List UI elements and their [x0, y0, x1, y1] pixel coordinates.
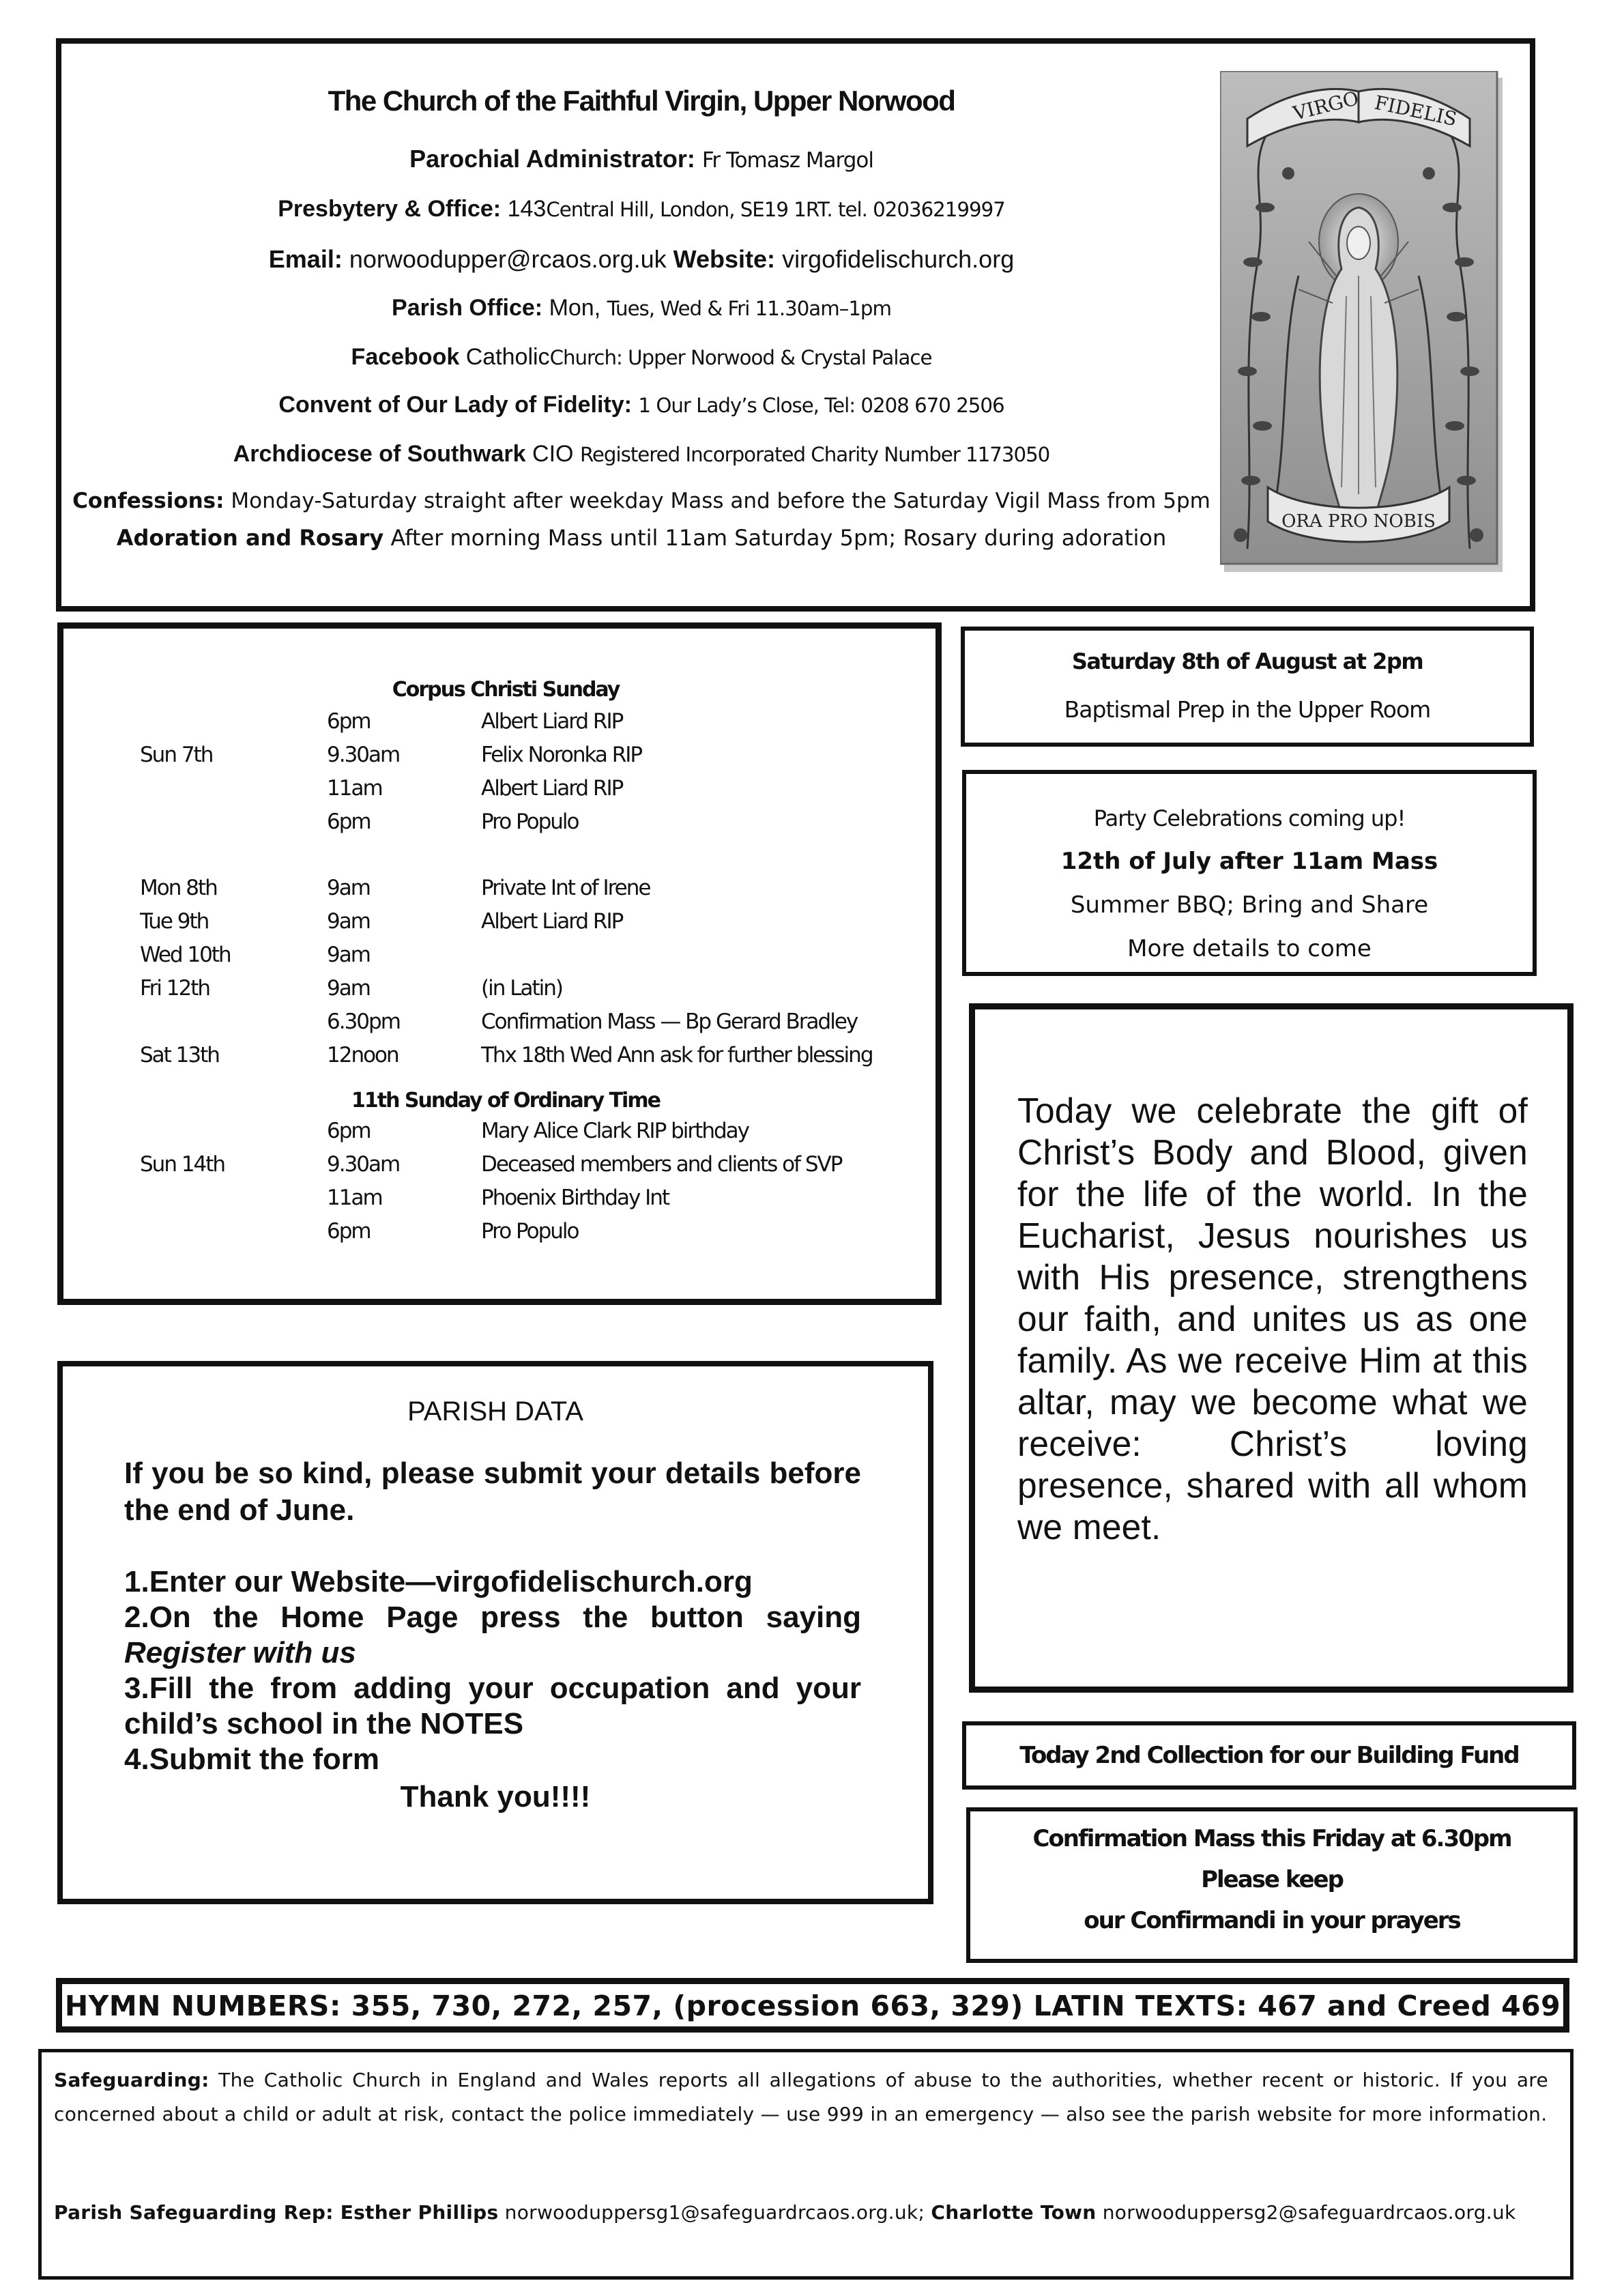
email-line: [61, 245, 1221, 274]
archdiocese-cio: CIO: [532, 441, 574, 467]
parish-data-thanks: Thank you!!!!: [400, 1780, 591, 1813]
parish-office-label: Parish Office:: [392, 295, 543, 321]
administrator-line: [61, 145, 1221, 173]
schedule-time: 9am: [327, 876, 370, 900]
website-label: Website:: [673, 245, 776, 273]
schedule-row: [63, 976, 930, 1009]
party-line-2: 12th of July after 11am Mass: [1060, 848, 1438, 875]
safeguarding-text: [54, 2063, 1548, 2132]
schedule-row: [63, 909, 930, 942]
schedule-day: Tue 9th: [140, 909, 209, 934]
confessions-label: Confessions:: [72, 489, 224, 513]
safeguarding-rep-2-name: Charlotte Town: [931, 2201, 1097, 2224]
schedule-intention: Albert Liard RIP: [481, 909, 623, 934]
schedule-row: [63, 1043, 930, 1076]
banner-left-text: VIRGO: [1290, 87, 1361, 125]
schedule-time: 6pm: [327, 1219, 371, 1244]
parish-header: [56, 38, 1535, 612]
website-link[interactable]: virgofidelischurch.org: [782, 245, 1015, 273]
safeguarding-body: The Catholic Church in England and Wales reports all allegations of abuse to the authorities, whether recent or historic. If you are concerned about a child or adult at risk, contact the police immediately — use 999 in an emergency — also see the parish website for more information.: [54, 2069, 1548, 2125]
schedule-intention: Pro Populo: [481, 809, 579, 834]
schedule-time: 6pm: [327, 1119, 371, 1143]
party-line-3: Summer BBQ; Bring and Share: [1070, 891, 1429, 919]
facebook-word: Catholic: [465, 344, 550, 370]
confirmation-notice: [966, 1807, 1578, 1963]
reflection-text: Today we celebrate the gift of Christ’s Body and Blood, given for the life of the world. In the Eucharist, Jesus nourishes us with His presence, strengthens our faith, and unites us as one family. As we receive Him at this altar, may we become what we receive: Christ’s loving presence, shared with all whom we meet.: [1017, 1091, 1528, 1547]
schedule-time: 11am: [327, 1186, 382, 1210]
schedule-day: Sun 14th: [140, 1152, 225, 1177]
adoration-times: After morning Mass until 11am Saturday 5pm; Rosary during adoration: [390, 525, 1167, 551]
virgin-mary-image: [1220, 71, 1507, 576]
schedule-intention: Phoenix Birthday Int: [481, 1186, 669, 1210]
email-address[interactable]: norwoodupper@rcaos.org.uk: [349, 245, 667, 273]
schedule-intention: Confirmation Mass — Bp Gerard Bradley: [481, 1009, 858, 1034]
schedule-intention: Albert Liard RIP: [481, 709, 623, 734]
register-with-us-label: Register with us: [124, 1636, 356, 1669]
administrator-label: Parochial Administrator:: [409, 145, 695, 173]
hymn-numbers-bar: [56, 1978, 1569, 2033]
email-label: Email:: [268, 245, 343, 273]
parish-office-hours: Tues, Wed & Fri 11.30am–1pm: [607, 297, 891, 320]
step-3: 3.Fill the from adding your occupation and your child’s school in the NOTES: [124, 1671, 861, 1740]
convent-line: [61, 392, 1221, 418]
schedule-time: 9am: [327, 909, 370, 934]
schedule-time: 9.30am: [327, 1152, 400, 1177]
schedule-heading-corpus-christi: Corpus Christi Sunday: [392, 678, 620, 702]
schedule-row: [63, 776, 930, 809]
step-4: 4.Submit the form: [124, 1742, 380, 1776]
confirmation-line-1: Confirmation Mass this Friday at 6.30pm: [1032, 1825, 1511, 1852]
schedule-intention: Felix Noronka RIP: [481, 743, 642, 767]
schedule-day: Mon 8th: [140, 876, 217, 900]
administrator-name: Fr Tomasz Margol: [701, 148, 873, 173]
schedule-heading-ordinary-time: 11th Sunday of Ordinary Time: [351, 1089, 660, 1113]
schedule-row: [63, 1119, 930, 1151]
schedule-intention: Pro Populo: [481, 1219, 579, 1244]
schedule-time: 9am: [327, 976, 370, 1001]
schedule-row: [63, 709, 930, 742]
parish-office-day: Mon,: [549, 295, 601, 321]
safeguarding-rep-email-1[interactable]: norwooduppersg1@safeguardrcaos.org.uk;: [504, 2201, 925, 2224]
schedule-row: [63, 1186, 930, 1218]
safeguarding-label: Safeguarding:: [54, 2069, 209, 2091]
parish-data-intro: If you be so kind, please submit your details before the end of June.: [124, 1456, 861, 1527]
schedule-time: 6pm: [327, 809, 371, 834]
office-address: Central Hill, London, SE19 1RT. tel. 02036219997: [546, 198, 1005, 221]
schedule-day: Sun 7th: [140, 743, 213, 767]
parish-office-line: [61, 295, 1221, 321]
confirmation-line-2: Please keep: [1201, 1866, 1343, 1893]
safeguarding-box: [38, 2049, 1574, 2280]
collection-notice: [962, 1721, 1576, 1790]
charity-number: Registered Incorporated Charity Number 1173050: [579, 443, 1050, 466]
parish-data-title: PARISH DATA: [407, 1396, 583, 1426]
collection-text: Today 2nd Collection for our Building Fund: [1019, 1742, 1519, 1769]
office-number: 143: [507, 196, 547, 222]
safeguarding-rep-email-2[interactable]: norwooduppersg2@safeguardrcaos.org.uk: [1102, 2201, 1516, 2224]
schedule-row: [63, 1152, 930, 1185]
schedule-row: [63, 1009, 930, 1042]
facebook-page[interactable]: Church: Upper Norwood & Crystal Palace: [549, 346, 932, 369]
schedule-row: [63, 809, 930, 842]
adoration-line: [61, 525, 1221, 551]
safeguarding-rep-label: Parish Safeguarding Rep: Esther Phillips: [54, 2201, 499, 2224]
schedule-intention: (in Latin): [481, 976, 562, 1001]
confessions-line: [61, 489, 1221, 513]
schedule-time: 6pm: [327, 709, 371, 734]
schedule-day: Sat 13th: [140, 1043, 219, 1067]
schedule-intention: Deceased members and clients of SVP: [481, 1152, 842, 1177]
schedule-row: [63, 1219, 930, 1252]
reflection-box: [969, 1003, 1574, 1693]
schedule-day: Fri 12th: [140, 976, 210, 1001]
schedule-intention: Mary Alice Clark RIP birthday: [481, 1119, 749, 1143]
party-notice: [962, 770, 1537, 976]
adoration-label: Adoration and Rosary: [116, 525, 384, 551]
schedule-time: 6.30pm: [327, 1009, 400, 1034]
convent-details: 1 Our Lady’s Close, Tel: 0208 670 2506: [638, 394, 1004, 417]
mass-schedule: [57, 622, 942, 1305]
party-line-1: Party Celebrations coming up!: [1093, 805, 1406, 831]
party-line-4: More details to come: [1127, 935, 1372, 962]
schedule-row: [63, 876, 930, 908]
baptism-text: Baptismal Prep in the Upper Room: [1064, 696, 1431, 723]
confirmation-line-3: our Confirmandi in your prayers: [1084, 1907, 1460, 1934]
schedule-row: [63, 943, 930, 975]
baptism-title: Saturday 8th of August at 2pm: [1071, 648, 1423, 674]
schedule-time: 9am: [327, 943, 370, 967]
convent-label: Convent of Our Lady of Fidelity:: [278, 392, 632, 418]
schedule-time: 11am: [327, 776, 382, 801]
schedule-day: Wed 10th: [140, 943, 231, 967]
banner-right-text: FIDELIS: [1372, 91, 1459, 131]
schedule-intention: Private Int of Irene: [481, 876, 650, 900]
parish-data-steps: [124, 1564, 861, 1777]
confessions-times: Monday-Saturday straight after weekday Mass and before the Saturday Vigil Mass from 5pm: [231, 489, 1210, 513]
schedule-time: 12noon: [327, 1043, 398, 1067]
step-1: 1.Enter our Website—virgofidelischurch.org: [124, 1565, 753, 1598]
hymn-numbers-text: HYMN NUMBERS: 355, 730, 272, 257, (procession 663, 329) LATIN TEXTS: 467 and Creed 469: [64, 1990, 1561, 2022]
safeguarding-reps: [54, 2201, 1555, 2224]
archdiocese-line: [61, 441, 1221, 468]
step-2: 2.On the Home Page press the button saying: [124, 1601, 861, 1634]
parish-data-box: [57, 1361, 933, 1904]
schedule-intention: Albert Liard RIP: [481, 776, 623, 801]
schedule-row: [63, 743, 930, 775]
schedule-intention: Thx 18th Wed Ann ask for further blessing: [481, 1043, 873, 1067]
office-line: [61, 196, 1221, 223]
facebook-label: Facebook: [351, 344, 460, 370]
church-name: The Church of the Faithful Virgin, Upper Norwood: [328, 85, 955, 117]
facebook-line: [61, 344, 1221, 371]
archdiocese-label: Archdiocese of Southwark: [233, 441, 526, 467]
office-label: Presbytery & Office:: [278, 196, 502, 222]
schedule-time: 9.30am: [327, 743, 400, 767]
banner-bottom-text: ORA PRO NOBIS: [1281, 511, 1436, 532]
baptism-notice: [961, 627, 1534, 747]
